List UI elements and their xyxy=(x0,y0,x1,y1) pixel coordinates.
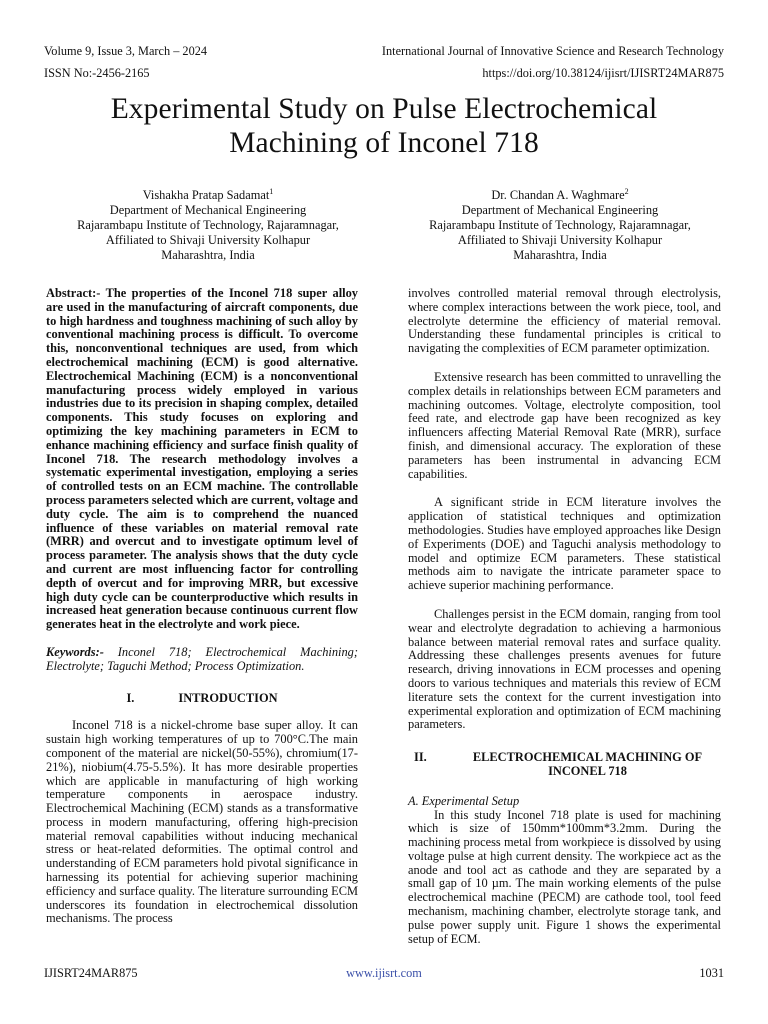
author-affiliation: Affiliated to Shivaji University Kolhapur xyxy=(105,233,311,247)
paragraph: A significant stride in ECM literature involves the application of statistical techniques and optimization methodologies. Studies have employed approaches like Design of Experiments (DOE) and Taguchi analysis methodology to model and optimize ECM parameters. These statistical methods aim to navigate the intricate parameter space to achieve superior machining performance. xyxy=(408,495,721,593)
author-institute: Rajarambapu Institute of Technology, Rajaramnagar, xyxy=(429,218,691,232)
footer-paper-id: IJISRT24MAR875 xyxy=(44,966,138,980)
title-line-1: Experimental Study on Pulse Electrochemical xyxy=(110,93,658,125)
author-block-1 xyxy=(48,188,368,263)
author-block-2 xyxy=(400,188,720,263)
section-title: INTRODUCTION xyxy=(178,690,278,705)
title-line-2: Machining of Inconel 718 xyxy=(229,127,539,159)
keywords-label: Keywords:- xyxy=(46,644,104,659)
paragraph: Extensive research has been committed to unravelling the complex details in relationships between ECM parameters and machining outcomes. Voltage, electrolyte composition, tool feed rate, and electrode gap have been recognized as key influencers affecting Material Removal Rate (MRR), surface finish, and dimensional accuracy. The exploration of these parameters has been instrumental in advancing ECM capabilities. xyxy=(408,369,721,481)
paper-title xyxy=(0,92,768,160)
intro-paragraph: Inconel 718 is a nickel-chrome base super alloy. It can sustain high working temperatures of up to 700°C.The main component of the material are nickel(50-55%), chromium(17-21%), niobium(4.75-5.5%). It has more desirable properties which are applicable in manufacturing of high working temperature components in aerospace industry. Electrochemical Machining (ECM) stands as a transformative process in modern manufacturing, offering high-precision material removal capabilities without inducing mechanical stress or heat-related deformities. The optimal control and understanding of ECM parameters hold pivotal significance in harnessing its potential for achieving superior machining efficiency and surface quality. The literature surrounding ECM underscores its foundation in electrochemical dissolution mechanisms. The process xyxy=(46,718,358,926)
keywords-text: Inconel 718; Electrochemical Machining; Electrolyte; Taguchi Method; Process Optimization. xyxy=(46,644,358,673)
author-institute: Rajarambapu Institute of Technology, Rajaramnagar, xyxy=(77,218,339,232)
section-heading-introduction xyxy=(46,692,358,706)
author-location: Maharashtra, India xyxy=(161,248,255,262)
author-name: Vishakha Pratap Sadamat$^1$ xyxy=(142,186,274,202)
abstract: Abstract:- The properties of the Inconel 718 super alloy are used in the manufacturing of aircraft components, due to high hardness and toughness machining of such alloy by conventional machining process is difficult. To overcome this, nonconventional techniques are used, from which electrochemical machining (ECM) is good alternative. Electrochemical Machining (ECM) is a nonconventional manufacturing process widely employed in various industries due to its precision in shaping complex, detailed components. This study focuses on exploring and optimizing the key machining parameters in ECM to enhance machining efficiency and surface finish quality of Inconel 718. The research methodology involves a systematic experimental investigation, employing a series of controlled tests on an ECM machine. The controllable process parameters selected which are current, voltage and duty cycle. The aim is to comprehend the nuanced influence of these variables on material removal rate (MRR) and overcut and to investigate optimum level of process parameter. The analysis shows that the duty cycle and current are most influencing factor for controlling depth of overcut and for improving MRR, but excessive high duty cycle can be counterproductive which results in increased heat generation because continuous current flow generates heat in the electrolyte and work piece. xyxy=(46,286,358,632)
author-affiliation: Affiliated to Shivaji University Kolhapur xyxy=(457,233,663,247)
author-location: Maharashtra, India xyxy=(513,248,607,262)
footer-website-link[interactable]: www.ijisrt.com xyxy=(346,966,422,980)
subsection-heading: A. Experimental Setup xyxy=(408,793,520,808)
section-title: ELECTROCHEMICAL MACHINING OF INCONEL 718 xyxy=(472,750,703,778)
header-doi[interactable]: https://doi.org/10.38124/ijisrt/IJISRT24MAR875 xyxy=(482,66,724,80)
header-issn: ISSN No:-2456-2165 xyxy=(44,66,150,80)
section-heading-ecm xyxy=(408,751,721,779)
header-volume: Volume 9, Issue 3, March – 2024 xyxy=(44,44,208,58)
section-number: I. xyxy=(126,690,135,705)
setup-paragraph: In this study Inconel 718 plate is used for machining which is size of 150mm*100mm*3.2mm. During the machining process metal from workpiece is dissolved by using voltage pulse at high current density. The workpiece act as the anode and tool act as cathode and they are separated by a small gap of 10 µm. The main working elements of the pulse electrochemical machine (PECM) are cathode tool, tool feed mechanism, machining chamber, electrolyte storage tank, and pulse power supply unit. Figure 1 shows the experimental setup of ECM. xyxy=(408,807,721,946)
keywords xyxy=(46,646,358,674)
paragraph: Challenges persist in the ECM domain, ranging from tool wear and electrolyte degradation to achieving a harmonious balance between material removal rates and surface quality. Addressing these challenges presents avenues for future research, driving innovations in ECM processes and opening doors to various techniques and materials this review of ECM literature sets the context for the current investigation into experimental exploration and optimization of ECM machining parameters. xyxy=(408,606,721,732)
author-dept: Department of Mechanical Engineering xyxy=(109,203,307,217)
paragraph-continued: involves controlled material removal through electrolysis, where complex interactions between the work piece, tool, and electrolyte determine the efficiency of material removal. Understanding these fundamental principles is critical to navigating the complexities of ECM parameter optimization. xyxy=(408,286,721,356)
author-name: Dr. Chandan A. Waghmare$^2$ xyxy=(491,186,629,202)
section-number: II. xyxy=(414,750,427,765)
right-column xyxy=(408,287,721,946)
footer-page-number: 1031 xyxy=(699,966,724,980)
header-journal: International Journal of Innovative Science and Research Technology xyxy=(381,44,724,58)
left-column xyxy=(46,287,358,926)
author-dept: Department of Mechanical Engineering xyxy=(461,203,659,217)
